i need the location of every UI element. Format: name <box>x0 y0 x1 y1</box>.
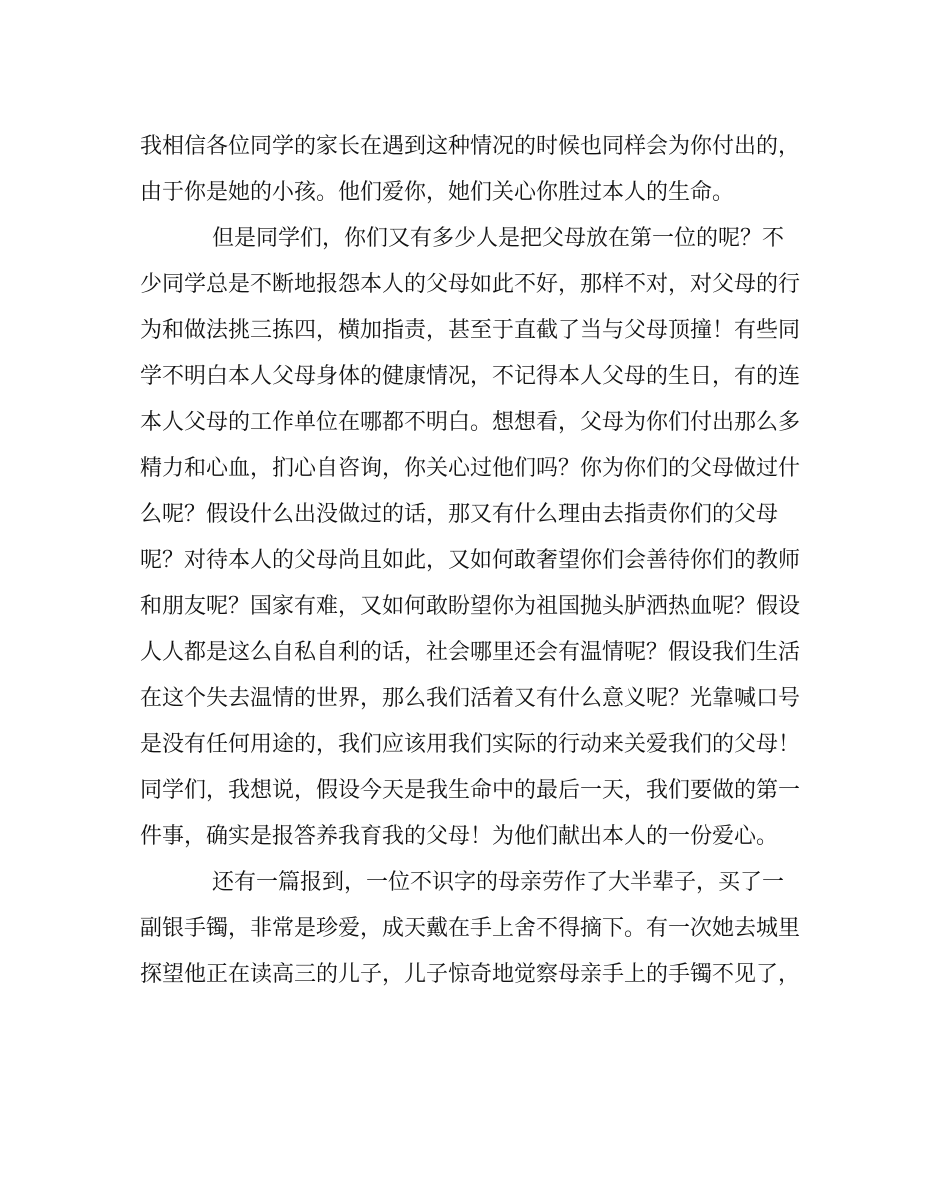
text-line: 呢？对待本人的父母尚且如此，又如何敢奢望你们会善待你们的教师 <box>140 548 801 573</box>
text-line: 件事，确实是报答养我育我的父母！为他们献出本人的一份爱心。 <box>140 824 779 849</box>
text-line: 么呢？假设什么出没做过的话，那又有什么理由去指责你们的父母 <box>140 502 779 527</box>
text-line: 本人父母的工作单位在哪都不明白。想想看，父母为你们付出那么多 <box>140 410 801 435</box>
text-line: 少同学总是不断地报怨本人的父母如此不好，那样不对，对父母的行 <box>140 272 801 297</box>
text-line: 精力和心血，扪心自咨询，你关心过他们吗？你为你们的父母做过什 <box>140 456 801 481</box>
body-text <box>140 124 820 998</box>
text-line: 和朋友呢？国家有难，又如何敢盼望你为祖国抛头胪洒热血呢？假设 <box>140 594 801 619</box>
text-line: 为和做法挑三拣四，横加指责，甚至于直截了当与父母顶撞！有些同 <box>140 318 801 343</box>
text-line: 学不明白本人父母身体的健康情况，不记得本人父母的生日，有的连 <box>140 364 801 389</box>
text-line: 人人都是这么自私自利的话，社会哪里还会有温情呢？假设我们生活 <box>140 640 801 665</box>
text-line: 我相信各位同学的家长在遇到这种情况的时候也同样会为你付出的， <box>140 134 801 159</box>
text-line: 由于你是她的小孩。他们爱你，她们关心你胜过本人的生命。 <box>140 180 735 205</box>
text-line: 在这个失去温情的世界，那么我们活着又有什么意义呢？光靠喊口号 <box>140 686 801 711</box>
paragraph-start-line: 但是同学们，你们又有多少人是把父母放在第一位的呢？不 <box>212 226 785 251</box>
paragraph-start-line: 还有一篇报到，一位不识字的母亲劳作了大半辈子，买了一 <box>212 870 785 895</box>
text-line: 副银手镯，非常是珍爱，成天戴在手上舍不得摘下。有一次她去城里 <box>140 916 801 941</box>
text-line: 是没有任何用途的，我们应该用我们实际的行动来关爱我们的父母！ <box>140 732 801 757</box>
text-line: 探望他正在读高三的儿子，儿子惊奇地觉察母亲手上的手镯不见了， <box>140 962 801 987</box>
text-line: 同学们，我想说，假设今天是我生命中的最后一天，我们要做的第一 <box>140 778 801 803</box>
